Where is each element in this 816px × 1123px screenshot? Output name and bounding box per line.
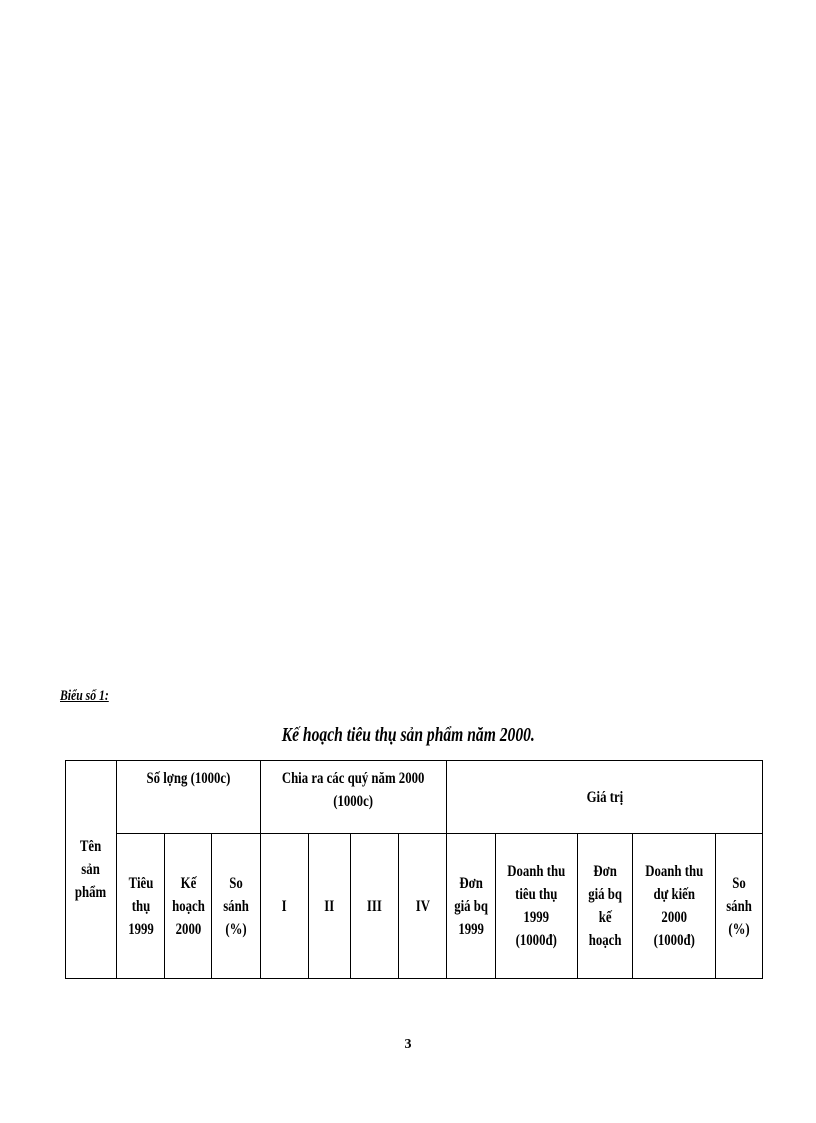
header-quarters: Chia ra các quý năm 2000 (1000c) [261, 761, 447, 834]
header-row-sub [66, 834, 763, 979]
header-plan-2000: Kế hoạch 2000 [165, 834, 212, 979]
table-title [0, 724, 816, 747]
header-value: Giá trị [447, 761, 763, 834]
header-quarter-3: III [351, 834, 399, 979]
form-label: Biểu số 1: [60, 688, 109, 704]
header-quarter-2: II [309, 834, 351, 979]
header-revenue-1999: Doanh thu tiêu thụ 1999 (1000đ) [496, 834, 578, 979]
header-quarter-4: IV [399, 834, 447, 979]
header-product-name: Tên sản phẩm [66, 761, 117, 979]
header-unit-price-1999: Đơn giá bq 1999 [447, 834, 496, 979]
table-title-text: Kế hoạch tiêu thụ sản phẩm năm 2000. [281, 724, 535, 746]
header-quarter-1: I [261, 834, 309, 979]
header-value-compare: So sánh (%) [716, 834, 763, 979]
header-sold-1999: Tiêu thụ 1999 [117, 834, 165, 979]
header-revenue-2000: Doanh thu dự kiến 2000 (1000đ) [633, 834, 716, 979]
header-qty-compare: So sánh (%) [212, 834, 261, 979]
header-row-groups [66, 761, 763, 834]
header-unit-price-plan: Đơn giá bq kế hoạch [578, 834, 633, 979]
page-number: 3 [404, 1037, 412, 1052]
sales-plan-table [65, 760, 763, 979]
header-quantity: Số lợng (1000c) [117, 761, 261, 834]
